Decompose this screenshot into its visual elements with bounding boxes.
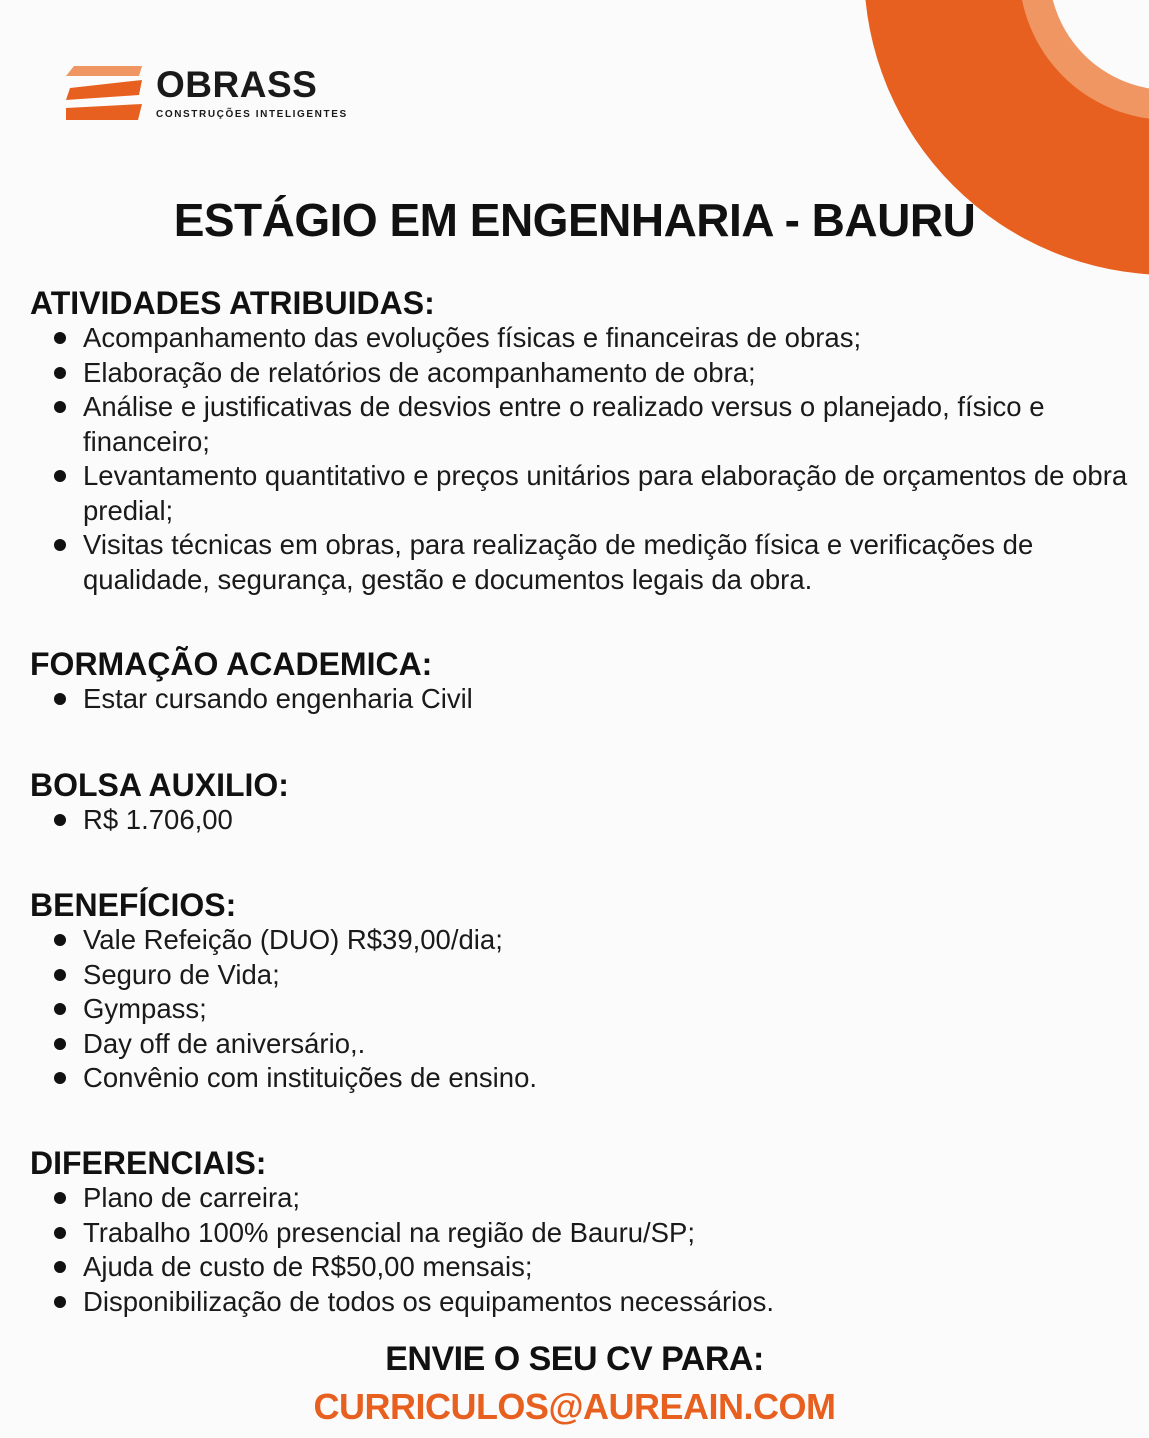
logo-mark-icon [64, 64, 144, 122]
job-title: ESTÁGIO EM ENGENHARIA - BAURU [173, 194, 976, 246]
bullet-icon [54, 969, 66, 981]
bullet-list [30, 682, 1130, 717]
list-item: Day off de aniversário,. [30, 1027, 1130, 1062]
list-item: Trabalho 100% presencial na região de Bauru/SP; [30, 1216, 1130, 1251]
bullet-icon [54, 1261, 66, 1273]
list-item: Vale Refeição (DUO) R$39,00/dia; [30, 923, 1130, 958]
list-item: Convênio com instituições de ensino. [30, 1061, 1130, 1096]
company-logo [64, 64, 348, 122]
cta-heading: ENVIE O SEU CV PARA: [385, 1340, 764, 1378]
bullet-icon [54, 470, 66, 482]
list-item: Levantamento quantitativo e preços unitários para elaboração de orçamentos de obra predial; [30, 459, 1130, 528]
bullet-icon [54, 814, 66, 826]
bullet-list [30, 1181, 1130, 1319]
section-atividades [30, 285, 1130, 597]
list-item: Disponibilização de todos os equipamentos necessários. [30, 1285, 1130, 1320]
section-heading: FORMAÇÃO ACADEMICA: [30, 646, 433, 682]
bullet-list [30, 321, 1130, 597]
section-heading: DIFERENCIAIS: [30, 1145, 267, 1181]
list-item: Visitas técnicas em obras, para realização de medição física e verificações de qualidade, segurança, gestão e documentos legais da obra. [30, 528, 1130, 597]
cta-email-link[interactable]: CURRICULOS@AUREAIN.COM [313, 1386, 836, 1427]
list-item: Análise e justificativas de desvios entre o realizado versus o planejado, físico e financeiro; [30, 390, 1130, 459]
bullet-icon [54, 539, 66, 551]
bullet-icon [54, 401, 66, 413]
logo-tagline: CONSTRUÇÕES INTELIGENTES [156, 108, 348, 120]
list-item: Elaboração de relatórios de acompanhamento de obra; [30, 356, 1130, 391]
section-beneficios [30, 887, 1130, 1096]
bullet-icon [54, 934, 66, 946]
bullet-icon [54, 367, 66, 379]
bullet-icon [54, 1038, 66, 1050]
list-item: R$ 1.706,00 [30, 803, 1130, 838]
logo-name: OBRASS [156, 63, 318, 105]
bullet-icon [54, 1003, 66, 1015]
list-item: Gympass; [30, 992, 1130, 1027]
bullet-icon [54, 1227, 66, 1239]
list-item: Ajuda de custo de R$50,00 mensais; [30, 1250, 1130, 1285]
list-item: Plano de carreira; [30, 1181, 1130, 1216]
bullet-icon [54, 1072, 66, 1084]
section-heading: BOLSA AUXILIO: [30, 767, 289, 803]
bullet-icon [54, 1296, 66, 1308]
bullet-list [30, 923, 1130, 1096]
list-item: Acompanhamento das evoluções físicas e financeiras de obras; [30, 321, 1130, 356]
list-item: Seguro de Vida; [30, 958, 1130, 993]
section-diferenciais [30, 1145, 1130, 1319]
section-bolsa [30, 767, 1130, 838]
section-formacao [30, 646, 1130, 717]
bullet-icon [54, 693, 66, 705]
section-heading: BENEFÍCIOS: [30, 887, 237, 923]
list-item: Estar cursando engenharia Civil [30, 682, 1130, 717]
section-heading: ATIVIDADES ATRIBUIDAS: [30, 285, 435, 321]
bullet-list [30, 803, 1130, 838]
bullet-icon [54, 332, 66, 344]
bullet-icon [54, 1192, 66, 1204]
